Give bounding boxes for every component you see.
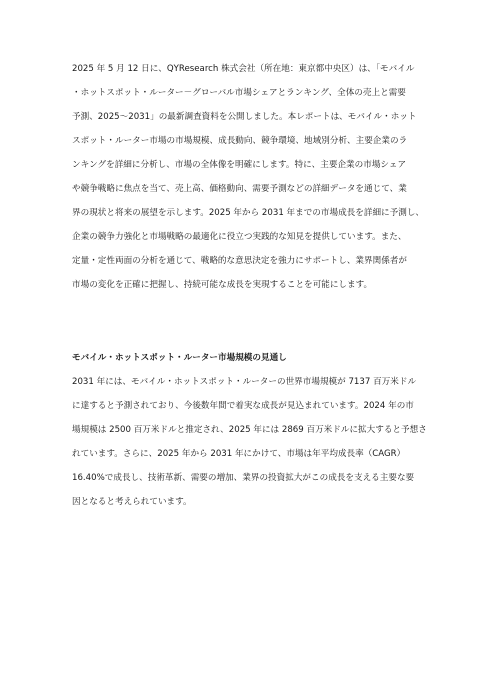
- paragraph-line: 場規模は 2500 百万米ドルと推定され、2025 年には 2869 百万米ドルに拡大すると予想さ: [72, 425, 427, 435]
- paragraph-line: スポット・ルーター市場の市場規模、成長動向、競争環境、地域別分析、主要企業のラ: [72, 136, 408, 146]
- paragraph-line: 定量・定性両面の分析を通じて、戦略的な意思決定を強力にサポートし、業界関係者が: [72, 256, 407, 266]
- paragraph-line: 界の現状と将来の展望を示します。2025 年から 2031 年までの市場成長を詳細に予測し、: [72, 208, 425, 218]
- paragraph-line: 市場の変化を正確に把握し、持続可能な成長を実現することを可能にします。: [72, 280, 373, 290]
- paragraph-line: ンキングを詳細に分析し、市場の全体像を明確にします。特に、主要企業の市場シェア: [72, 160, 407, 170]
- paragraph-line: れています。さらに、2025 年から 2031 年にかけて、市場は年平均成長率（CAGR）: [72, 449, 406, 459]
- paragraph-line: や競争戦略に焦点を当て、売上高、価格動向、需要予測などの詳細データを通じて、業: [72, 184, 407, 194]
- paragraph-line: に達すると予測されており、今後数年間で着実な成長が見込まれています。2024 年の市: [72, 401, 414, 411]
- paragraph-line: 予測、2025～2031」の最新調査資料を公開しました。本レポートは、モバイル・ホット: [72, 112, 417, 122]
- paragraph-line: 2025 年 5 月 12 日に、QYResearch 株式会社（所在地：東京都中央区）は、「モバイル: [72, 64, 415, 74]
- intro-paragraph: [72, 57, 425, 297]
- paragraph-line: 2031 年には、モバイル・ホットスポット・ルーターの世界市場規模が 7137 百万米ドル: [72, 377, 417, 387]
- paragraph-line: 16.40%で成長し、技術革新、需要の増加、業界の投資拡大がこの成長を支える主要な要: [72, 473, 415, 483]
- paragraph-line: 因となると考えられています。: [72, 497, 192, 507]
- market-outlook-paragraph: [72, 370, 427, 514]
- section-heading: モバイル・ホットスポット・ルーター市場規模の見通し: [72, 353, 287, 363]
- paragraph-line: 企業の競争力強化と市場戦略の最適化に役立つ実践的な知見を提供しています。また、: [72, 232, 407, 242]
- paragraph-line: ・ホットスポット・ルーター－グローバル市場シェアとランキング、全体の売上と需要: [72, 88, 406, 98]
